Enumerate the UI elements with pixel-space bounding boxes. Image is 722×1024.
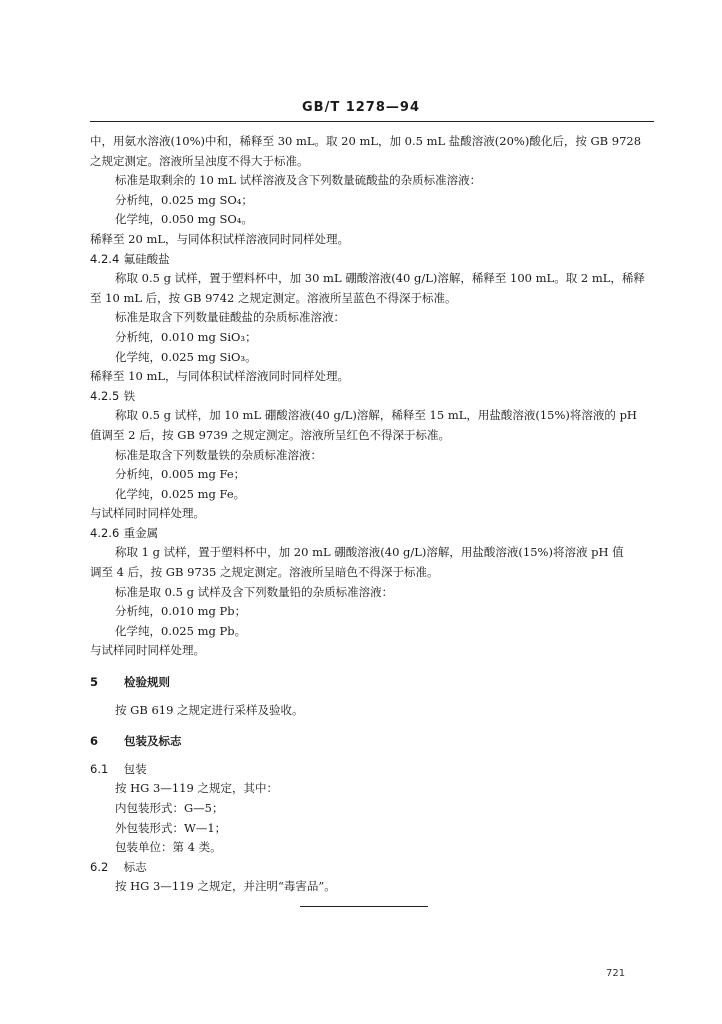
- grade-chemical: 化学纯，0.050 mg SO₄。: [115, 212, 253, 227]
- section-number: 6.2: [90, 859, 109, 874]
- grade-chemical: 化学纯，0.025 mg Pb。: [115, 623, 247, 638]
- end-of-standard-rule: [300, 906, 428, 907]
- section-number: 6.1: [90, 761, 109, 776]
- section-title: 铁: [123, 388, 136, 403]
- paragraph-line: 称取 1 g 试样，置于塑料杯中，加 20 mL 硼酸溶液(40 g/L)溶解，用盐酸溶液(15%)将溶液 pH 值: [115, 545, 624, 560]
- process-note: 与试样同时同样处理。: [90, 643, 205, 658]
- section-heading-6: [90, 732, 654, 752]
- packaging-unit: 包装单位：第 4 类。: [115, 840, 222, 855]
- grade-chemical: 化学纯，0.025 mg Fe。: [115, 486, 246, 501]
- standard-description: 标准是取 0.5 g 试样及含下列数量铅的杂质标准溶液：: [115, 584, 394, 599]
- paragraph-line: 按 HG 3—119 之规定，其中：: [115, 781, 278, 796]
- section-number: 4.2.5: [90, 388, 120, 403]
- paragraph-line: 值调至 2 后，按 GB 9739 之规定测定。溶液所呈红色不得深于标准。: [90, 427, 450, 442]
- header-divider: [90, 121, 654, 122]
- section-number: 4.2.4: [90, 251, 120, 266]
- section-heading-4-2-4: [90, 250, 654, 270]
- grade-analytical: 分析纯，0.005 mg Fe；: [115, 467, 246, 482]
- grade-analytical: 分析纯，0.010 mg SiO₃；: [115, 329, 257, 344]
- page-number: 721: [606, 968, 626, 979]
- grade-analytical: 分析纯，0.025 mg SO₄；: [115, 192, 253, 207]
- dilution-note: 稀释至 20 mL，与同体积试样溶液同时同样处理。: [90, 231, 349, 246]
- paragraph-line: 称取 0.5 g 试样，加 10 mL 硼酸溶液(40 g/L)溶解，稀释至 15 mL，用盐酸溶液(15%)将溶液的 pH: [115, 408, 637, 423]
- page-header-standard-code: GB/T 1278—94: [302, 100, 420, 115]
- section-title: 检验规则: [124, 675, 171, 690]
- section-heading-6-2: [90, 858, 654, 878]
- paragraph-line: 称取 0.5 g 试样，置于塑料杯中，加 30 mL 硼酸溶液(40 g/L)溶解，稀释至 100 mL。取 2 mL，稀释: [115, 271, 645, 286]
- outer-packaging: 外包装形式：W—1；: [115, 820, 227, 835]
- paragraph-line: 中，用氨水溶液(10%)中和，稀释至 30 mL。取 20 mL，加 0.5 mL 盐酸溶液(20%)酸化后，按 GB 9728: [90, 134, 642, 148]
- dilution-note: 稀释至 10 mL，与同体积试样溶液同时同样处理。: [90, 369, 349, 384]
- section-heading-4-2-5: [90, 387, 654, 407]
- standard-description: 标准是取剩余的 10 mL 试样溶液及含下列数量硫酸盐的杂质标准溶液：: [115, 173, 482, 188]
- section-heading-5: [90, 673, 654, 693]
- standard-description: 标准是取含下列数量硅酸盐的杂质标准溶液：: [115, 310, 345, 325]
- section-number: 5: [90, 675, 99, 690]
- section-heading-4-2-6: [90, 524, 654, 544]
- paragraph-line: 调至 4 后，按 GB 9735 之规定测定。溶液所呈暗色不得深于标准。: [90, 565, 439, 580]
- inner-packaging: 内包装形式：G—5；: [115, 801, 224, 815]
- grade-chemical: 化学纯，0.025 mg SiO₃。: [115, 349, 257, 364]
- process-note: 与试样同时同样处理。: [90, 506, 205, 521]
- standard-description: 标准是取含下列数量铁的杂质标准溶液：: [115, 447, 322, 462]
- grade-analytical: 分析纯，0.010 mg Pb；: [115, 604, 247, 619]
- section-number: 6: [90, 734, 99, 749]
- section-number: 4.2.6: [90, 525, 120, 540]
- section-title: 标志: [123, 859, 147, 874]
- paragraph-line: 至 10 mL 后，按 GB 9742 之规定测定。溶液所呈蓝色不得深于标准。: [90, 290, 457, 305]
- paragraph-line: 之规定测定。溶液所呈浊度不得大于标准。: [90, 153, 309, 168]
- paragraph-line: 按 GB 619 之规定进行采样及验收。: [115, 702, 304, 717]
- section-title: 包装及标志: [124, 734, 182, 749]
- paragraph-line: 按 HG 3—119 之规定，并注明“毒害品”。: [115, 879, 336, 894]
- section-title: 氟硅酸盐: [123, 251, 170, 266]
- section-heading-6-1: [90, 760, 654, 780]
- section-title: 重金属: [123, 525, 159, 540]
- document-body: [90, 132, 654, 897]
- section-title: 包装: [123, 761, 147, 776]
